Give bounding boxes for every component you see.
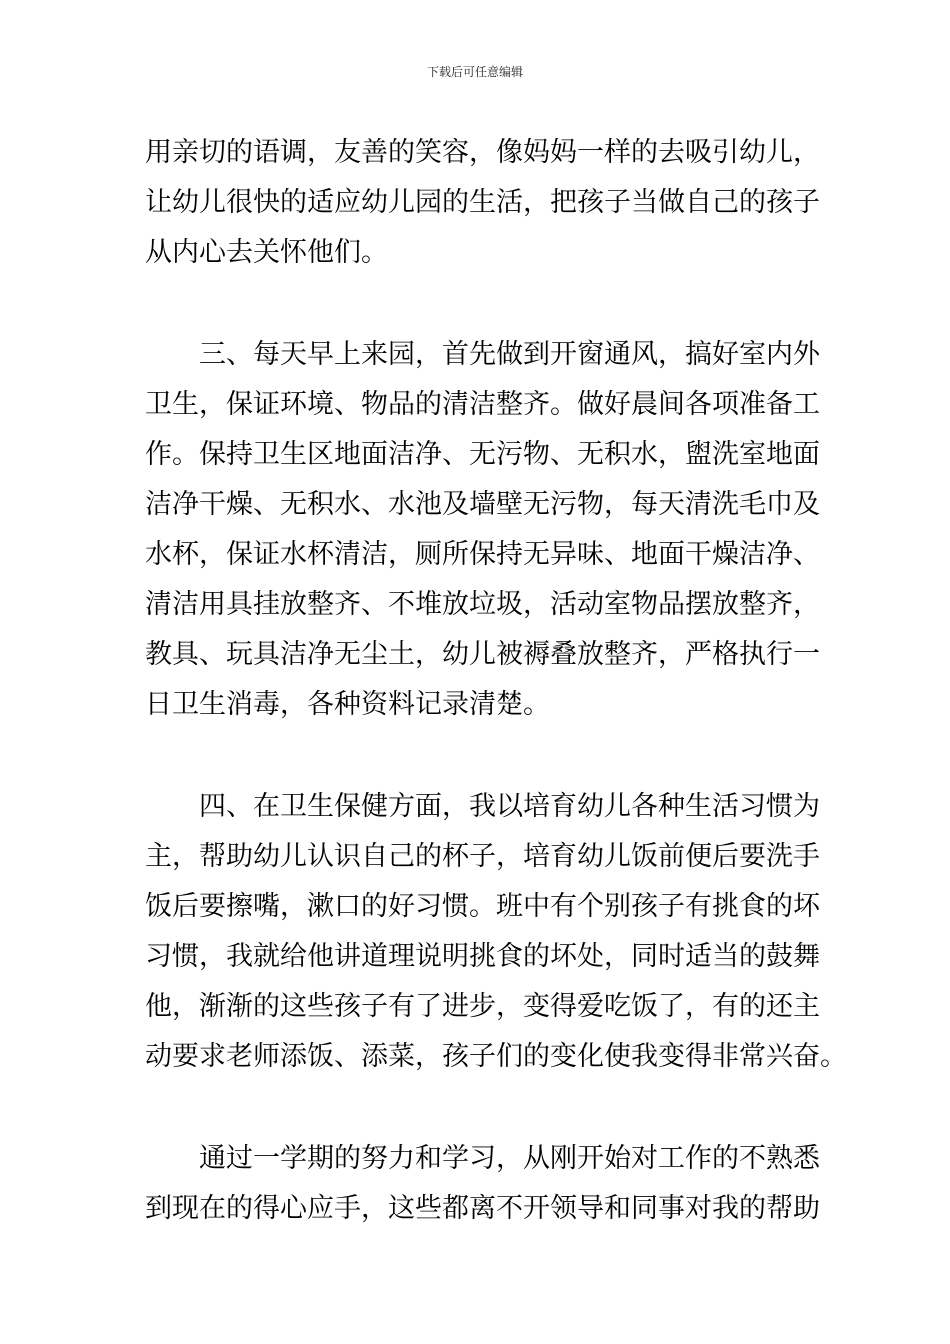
paragraph-4 xyxy=(145,1134,820,1234)
paragraph-gap xyxy=(145,1082,810,1134)
paragraph-line: 动要求老师添饭、添菜，孩子们的变化使我变得非常兴奋。 xyxy=(145,1041,847,1072)
paragraph-line: 教具、玩具洁净无尘土，幼儿被褥叠放整齐，严格执行一 xyxy=(145,639,820,670)
paragraph-line: 水杯，保证水杯清洁，厕所保持无异味、地面干燥洁净、 xyxy=(145,539,820,570)
paragraph-line: 通过一学期的努力和学习，从刚开始对工作的不熟悉 xyxy=(199,1143,820,1174)
page-header: 下载后可任意编辑 xyxy=(426,65,523,79)
paragraph-line: 从内心去关怀他们。 xyxy=(145,237,388,268)
paragraph-1 xyxy=(145,128,820,278)
paragraph-2 xyxy=(145,330,820,730)
paragraph-line: 洁净干燥、无积水、水池及墙壁无污物，每天清洗毛巾及 xyxy=(145,489,820,520)
paragraph-3 xyxy=(145,782,847,1082)
paragraph-line: 饭后要擦嘴，漱口的好习惯。班中有个别孩子有挑食的坏 xyxy=(145,891,820,922)
paragraph-line: 用亲切的语调，友善的笑容，像妈妈一样的去吸引幼儿， xyxy=(145,137,820,168)
paragraph-line: 日卫生消毒，各种资料记录清楚。 xyxy=(145,689,550,720)
paragraph-line: 到现在的得心应手，这些都离不开领导和同事对我的帮助 xyxy=(145,1193,820,1224)
paragraph-line: 让幼儿很快的适应幼儿园的生活，把孩子当做自己的孩子 xyxy=(145,187,820,218)
paragraph-line: 他，渐渐的这些孩子有了进步，变得爱吃饭了，有的还主 xyxy=(145,991,820,1022)
paragraph-line: 四、在卫生保健方面，我以培育幼儿各种生活习惯为 xyxy=(199,791,820,822)
paragraph-line: 三、每天早上来园，首先做到开窗通风，搞好室内外 xyxy=(199,339,820,370)
document-body xyxy=(145,128,847,1234)
paragraph-line: 作。保持卫生区地面洁净、无污物、无积水，盥洗室地面 xyxy=(145,439,820,470)
paragraph-gap xyxy=(145,730,810,782)
paragraph-line: 清洁用具挂放整齐、不堆放垃圾，活动室物品摆放整齐， xyxy=(145,589,820,620)
paragraph-line: 卫生，保证环境、物品的清洁整齐。做好晨间各项准备工 xyxy=(145,389,820,420)
paragraph-line: 主，帮助幼儿认识自己的杯子，培育幼儿饭前便后要洗手 xyxy=(145,841,820,872)
paragraph-line: 习惯，我就给他讲道理说明挑食的坏处，同时适当的鼓舞 xyxy=(145,941,820,972)
paragraph-gap xyxy=(145,278,810,330)
